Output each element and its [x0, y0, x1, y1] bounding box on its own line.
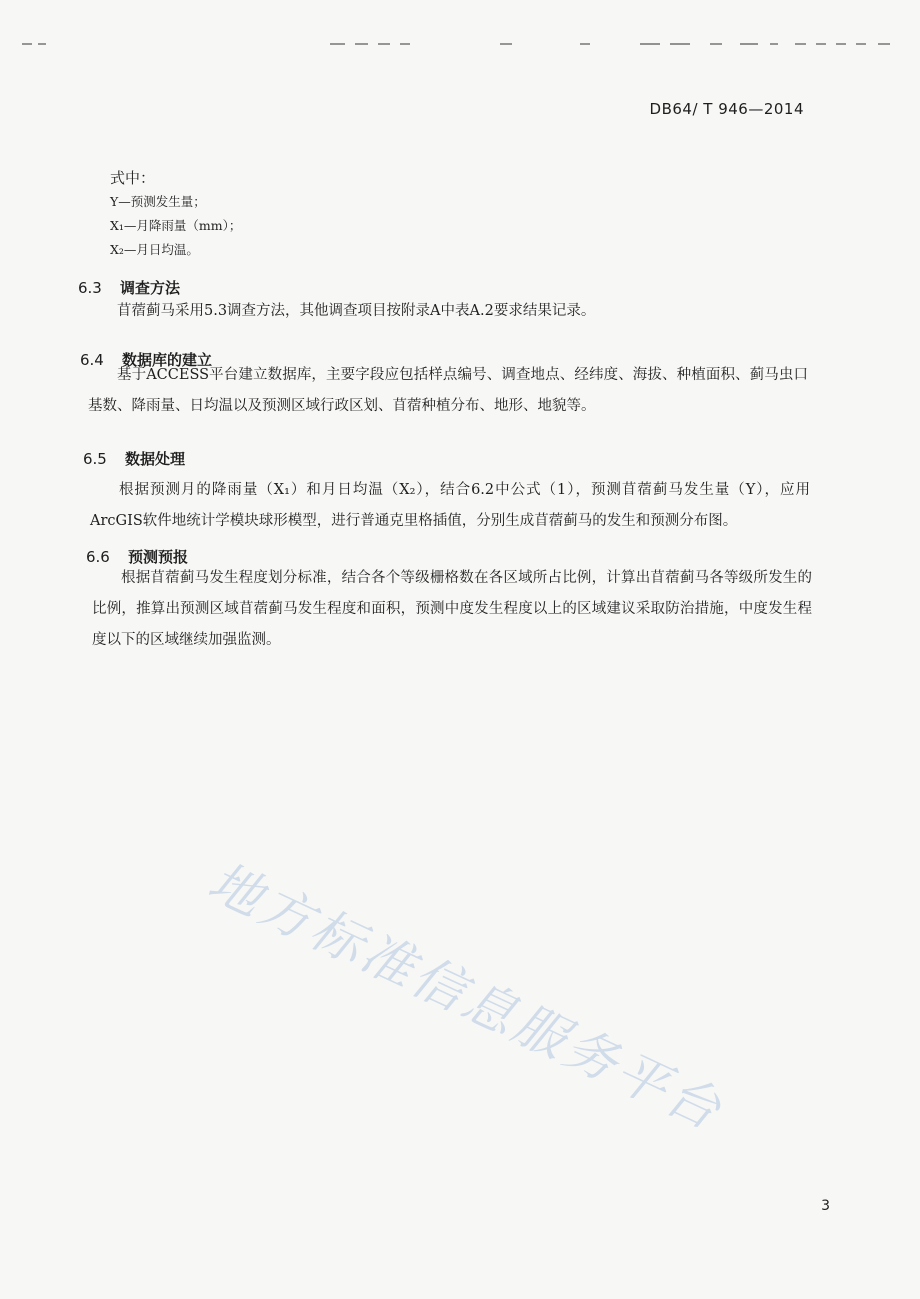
section-number: 6.6: [86, 548, 110, 566]
section-paragraph-6-6: 根据苜蓿蓟马发生程度划分标准，结合各个等级栅格数在各区域所占比例，计算出苜蓿蓟马各等级所发生的比例，推算出预测区域苜蓿蓟马发生程度和面积，预测中度发生程度以上的区域建议采取防治措施，中度发生程度以下的区域继续加强监测。: [92, 570, 812, 648]
section-title: 数据处理: [125, 450, 186, 468]
section-number: 6.3: [78, 279, 102, 297]
watermark: 地方标准信息服务平台: [199, 851, 733, 1143]
scan-dash-line: [0, 0, 920, 60]
formula-legend-item: X₂—月日均温。: [110, 242, 199, 257]
section-paragraph-6-3: 苜蓿蓟马采用5.3调查方法，其他调查项目按附录A中表A.2要求结果记录。: [117, 303, 596, 319]
formula-legend: [110, 166, 241, 262]
section-title: 数据库的建立: [122, 351, 213, 369]
formula-legend-lead: 式中：: [110, 169, 156, 187]
section-heading-6-3: [78, 277, 180, 298]
section-title: 调查方法: [120, 279, 181, 297]
section-number: 6.4: [80, 351, 104, 369]
section-heading-6-5: [83, 448, 185, 469]
section-number: 6.5: [83, 450, 107, 468]
page-number: 3: [821, 1198, 830, 1214]
section-paragraph-6-5: 根据预测月的降雨量（X₁）和月日均温（X₂），结合6.2中公式（1），预测苜蓿蓟马发生量（Y），应用ArcGIS软件地统计学模块球形模型，进行普通克里格插值，分别生成苜蓿蓟马的发生和预测分布图。: [90, 482, 810, 529]
document-code: DB64/ T 946—2014: [649, 100, 804, 118]
section-title: 预测预报: [128, 548, 189, 566]
section-paragraph-6-4: 基于ACCESS平台建立数据库，主要字段应包括样点编号、调查地点、经纬度、海拔、种植面积、蓟马虫口基数、降雨量、日均温以及预测区域行政区划、苜蓿种植分布、地形、地貌等。: [88, 367, 808, 414]
formula-legend-item: X₁—月降雨量（mm）；: [110, 218, 242, 233]
formula-legend-item: Y—预测发生量；: [110, 194, 206, 209]
